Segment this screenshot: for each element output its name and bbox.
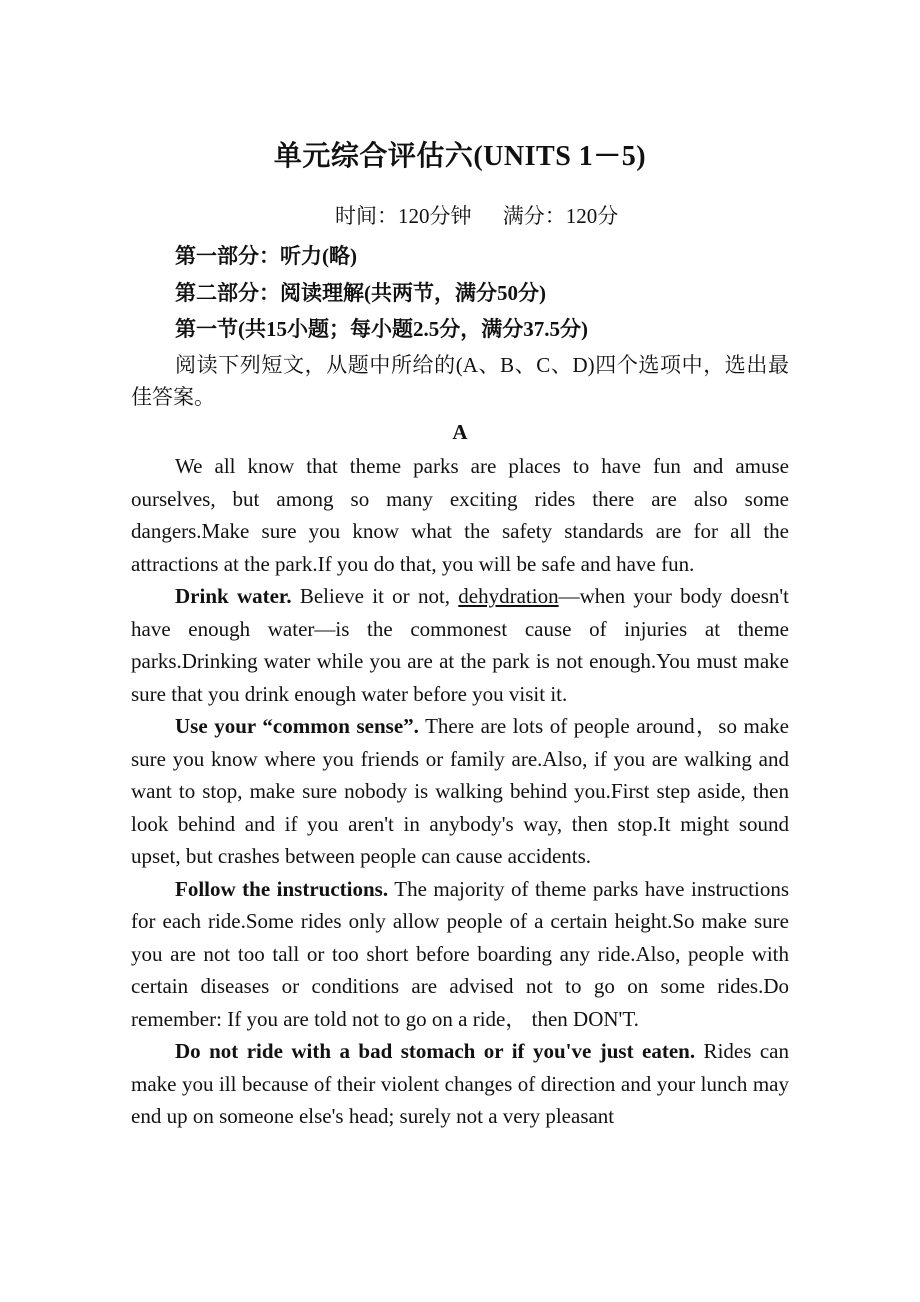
paragraph-intro: We all know that theme parks are places to have fun and amuse ourselves, but among so many exciting rides there are also some dangers.Make sure you know what the safety standards are for all the attractions at the park.If you do that, you will be safe and have fun.	[131, 454, 789, 576]
paragraph-stomach: Do not ride with a bad stomach or if you've just eaten. Rides can make you ill because of their violent changes of direction and your lunch may end up on someone else's head; surely not a very pleasant	[131, 1039, 789, 1128]
page-title: 单元综合评估六(UNITS 1－5)	[273, 141, 647, 172]
section-one-heading: 第一节(共15小题；每小题2.5分，满分37.5分)	[175, 317, 588, 341]
full-score: 满分：120分	[502, 204, 619, 228]
paragraph-common-sense: Use your “common sense”. There are lots of people around，so make sure you know where you friends or family are.Also, if you are walking and want to stop, make sure nobody is walking behind you.First step aside, then look behind and if you aren't in anybody's way, then stop.It might sound upset, but crashes between people can cause accidents.	[131, 714, 789, 868]
paragraph-heading: Use your “common sense”.	[175, 714, 419, 738]
paragraph-heading: Drink water.	[175, 584, 292, 608]
instruction-text: 阅读下列短文，从题中所给的(A、B、C、D)四个选项中，选出最佳答案。	[131, 352, 789, 409]
part-two-heading: 第二部分：阅读理解(共两节，满分50分)	[175, 280, 546, 305]
part-one-heading: 第一部分：听力(略)	[175, 244, 357, 268]
paragraph-drink-water: Drink water. Believe it or not, dehydration—when your body doesn't have enough water—is the commonest cause of injuries at theme parks.Drinking water while you are at the park is not enough.You must make sure that you drink enough water before you visit it.	[131, 584, 789, 706]
document-body	[131, 240, 789, 1133]
exam-meta	[335, 200, 644, 230]
paragraph-heading: Follow the instructions.	[175, 876, 389, 901]
passage-label: A	[452, 419, 468, 444]
time-limit: 时间：120分钟	[335, 204, 472, 228]
paragraph-heading: Do not ride with a bad stomach or if you've just eaten.	[175, 1039, 696, 1063]
underlined-word: dehydration	[458, 584, 559, 608]
paragraph-instructions: Follow the instructions. The majority of theme parks have instructions for each ride.Some rides only allow people of a certain height.So make sure you are not too tall or too short before boarding any ride.Also, people with certain diseases or conditions are advised not to go on some rides.Do remember: If you are told not to go on a ride， then DON'T.	[131, 876, 789, 1031]
